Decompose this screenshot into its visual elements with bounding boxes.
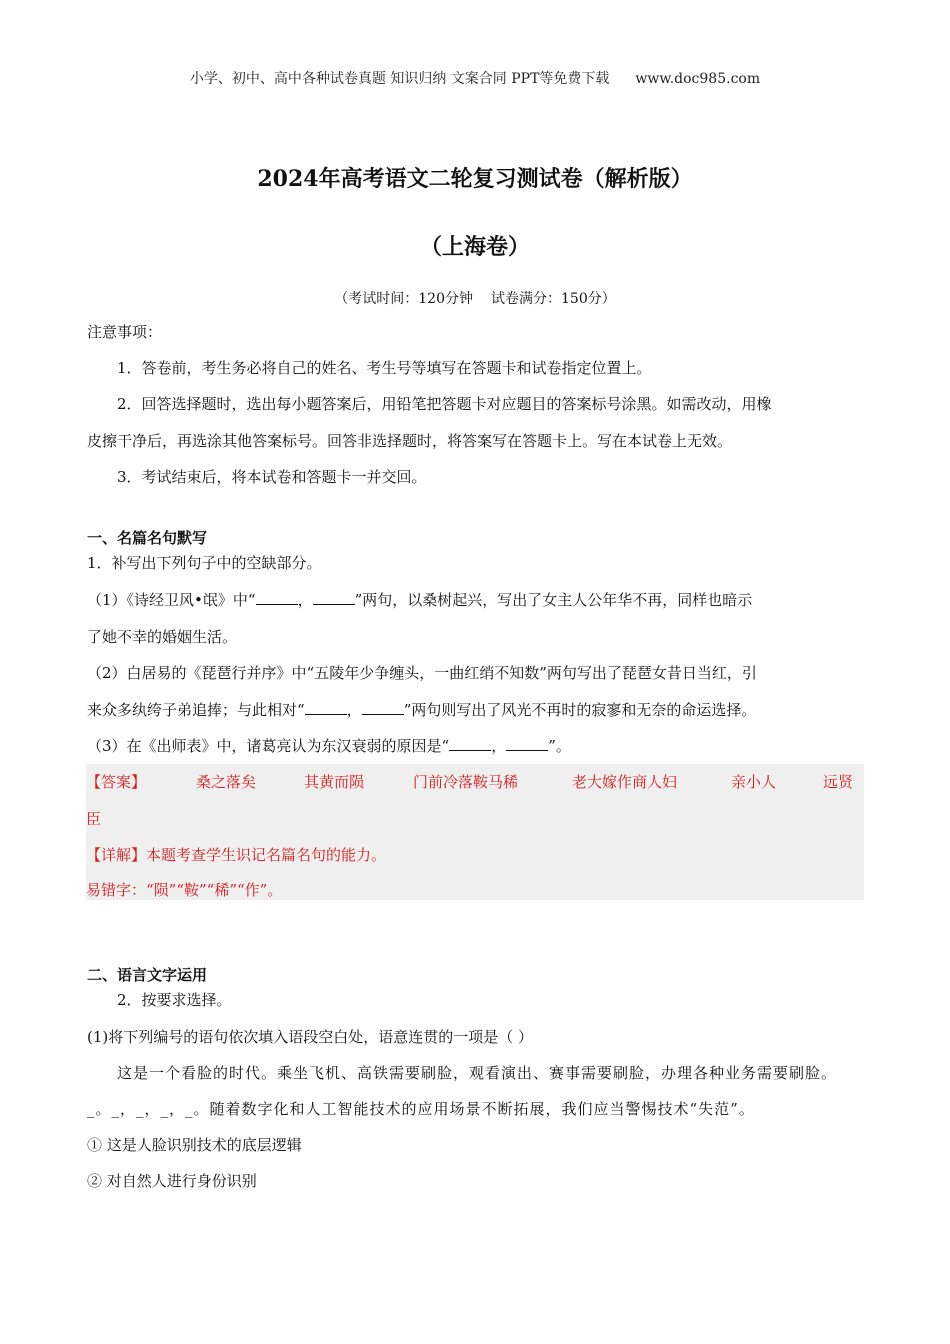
page-header <box>0 68 950 88</box>
question-2: 2．按要求选择。 <box>117 991 232 1009</box>
answer-blank[interactable] <box>305 700 347 715</box>
question-1-part-3 <box>87 736 863 756</box>
option-2: ② 对自然人进行身份识别 <box>87 1172 257 1190</box>
answer-item: 门前冷落鞍马稀 <box>413 773 519 791</box>
answer-label: 【答案】 <box>86 773 147 791</box>
q3-sep: ， <box>491 737 507 755</box>
option-1: ① 这是人脸识别技术的底层逻辑 <box>87 1136 302 1154</box>
question-1: 1．补写出下列句子中的空缺部分。 <box>87 554 322 572</box>
detail-row <box>86 845 864 865</box>
detail-label: 【详解】 <box>86 846 147 864</box>
passage-line-1: 这是一个看脸的时代。乘坐飞机、高铁需要刷脸，观看演出、赛事需要刷脸，办理各种业务需要刷脸。 <box>117 1064 838 1082</box>
note-item-1: 1．答卷前，考生务必将自己的姓名、考生号等填写在答题卡和试卷指定位置上。 <box>117 359 652 377</box>
page-subtitle: （上海卷） <box>419 234 530 260</box>
question-1-part-1-cont: 了她不幸的婚姻生活。 <box>87 628 238 646</box>
section2-heading: 二、语言文字运用 <box>87 966 208 984</box>
answer-blank[interactable] <box>362 700 404 715</box>
note-item-2: 2．回答选择题时，选出每小题答案后，用铅笔把答题卡对应题目的答案标号涂黑。如需改动，用橡 <box>117 395 772 413</box>
answer-item: 老大嫁作商人妇 <box>572 773 678 791</box>
answer-blank[interactable] <box>256 590 298 605</box>
header-site-link[interactable]: www.doc985.com <box>635 71 761 87</box>
q1-text-a: （1）《诗经卫风•氓》中“ <box>87 591 256 609</box>
answer-blank[interactable] <box>506 736 548 751</box>
answer-item: 远贤 <box>823 773 854 791</box>
q2-sep: ， <box>346 701 362 719</box>
exam-time: （考试时间：120分钟 <box>334 291 473 307</box>
exam-info <box>0 288 950 308</box>
section1-heading: 一、名篇名句默写 <box>87 529 208 547</box>
q3-text-b: ”。 <box>548 737 571 755</box>
detail-text: 本题考查学生识记名篇名句的能力。 <box>146 846 387 864</box>
answer-blank[interactable] <box>313 590 355 605</box>
page-title: 2024年高考语文二轮复习测试卷（解析版） <box>257 166 693 192</box>
answer-item: 桑之落矣 <box>196 773 257 791</box>
answer-item: 亲小人 <box>731 773 777 791</box>
question-1-part-2: （2）白居易的《琵琶行并序》中“五陵年少争缠头，一曲红绡不知数”两句写出了琵琶女昔日当红，引 <box>87 664 757 682</box>
question-2-sub-1: (1)将下列编号的语句依次填入语段空白处，语意连贯的一项是（ ） <box>87 1028 534 1046</box>
q1-sep: ， <box>297 591 313 609</box>
notes-heading: 注意事项： <box>87 323 163 341</box>
answer-blank[interactable] <box>449 736 491 751</box>
error-chars: 易错字：“陨”“鞍”“稀”“作”。 <box>86 881 283 899</box>
exam-score: 试卷满分：150分） <box>491 291 616 307</box>
question-1-part-1 <box>87 590 863 610</box>
note-item-2-cont: 皮擦干净后，再选涂其他答案标号。回答非选择题时，将答案写在答题卡上。写在本试卷上无效。 <box>87 432 733 450</box>
answer-wrap: 臣 <box>86 810 102 828</box>
note-item-3: 3．考试结束后，将本试卷和答题卡一并交回。 <box>117 468 427 486</box>
header-text: 小学、初中、高中各种试卷真题 知识归纳 文案合同 PPT等免费下载 <box>189 71 610 87</box>
q2-text-c: ”两句则写出了风光不再时的寂寥和无奈的命运选择。 <box>403 701 757 719</box>
q2-text-b: 来众多纨绔子弟追捧；与此相对“ <box>87 701 305 719</box>
q3-text-a: （3）在《出师表》中，诸葛亮认为东汉衰弱的原因是“ <box>87 737 450 755</box>
question-1-part-2-cont <box>87 700 863 720</box>
passage-line-2: _。_，_，_，_。随着数字化和人工智能技术的应用场景不断拓展，我们应当警惕技术“失范”。 <box>87 1100 755 1118</box>
answer-item: 其黄而陨 <box>304 773 365 791</box>
q1-text-b: ”两句，以桑树起兴，写出了女主人公年华不再，同样也暗示 <box>354 591 753 609</box>
